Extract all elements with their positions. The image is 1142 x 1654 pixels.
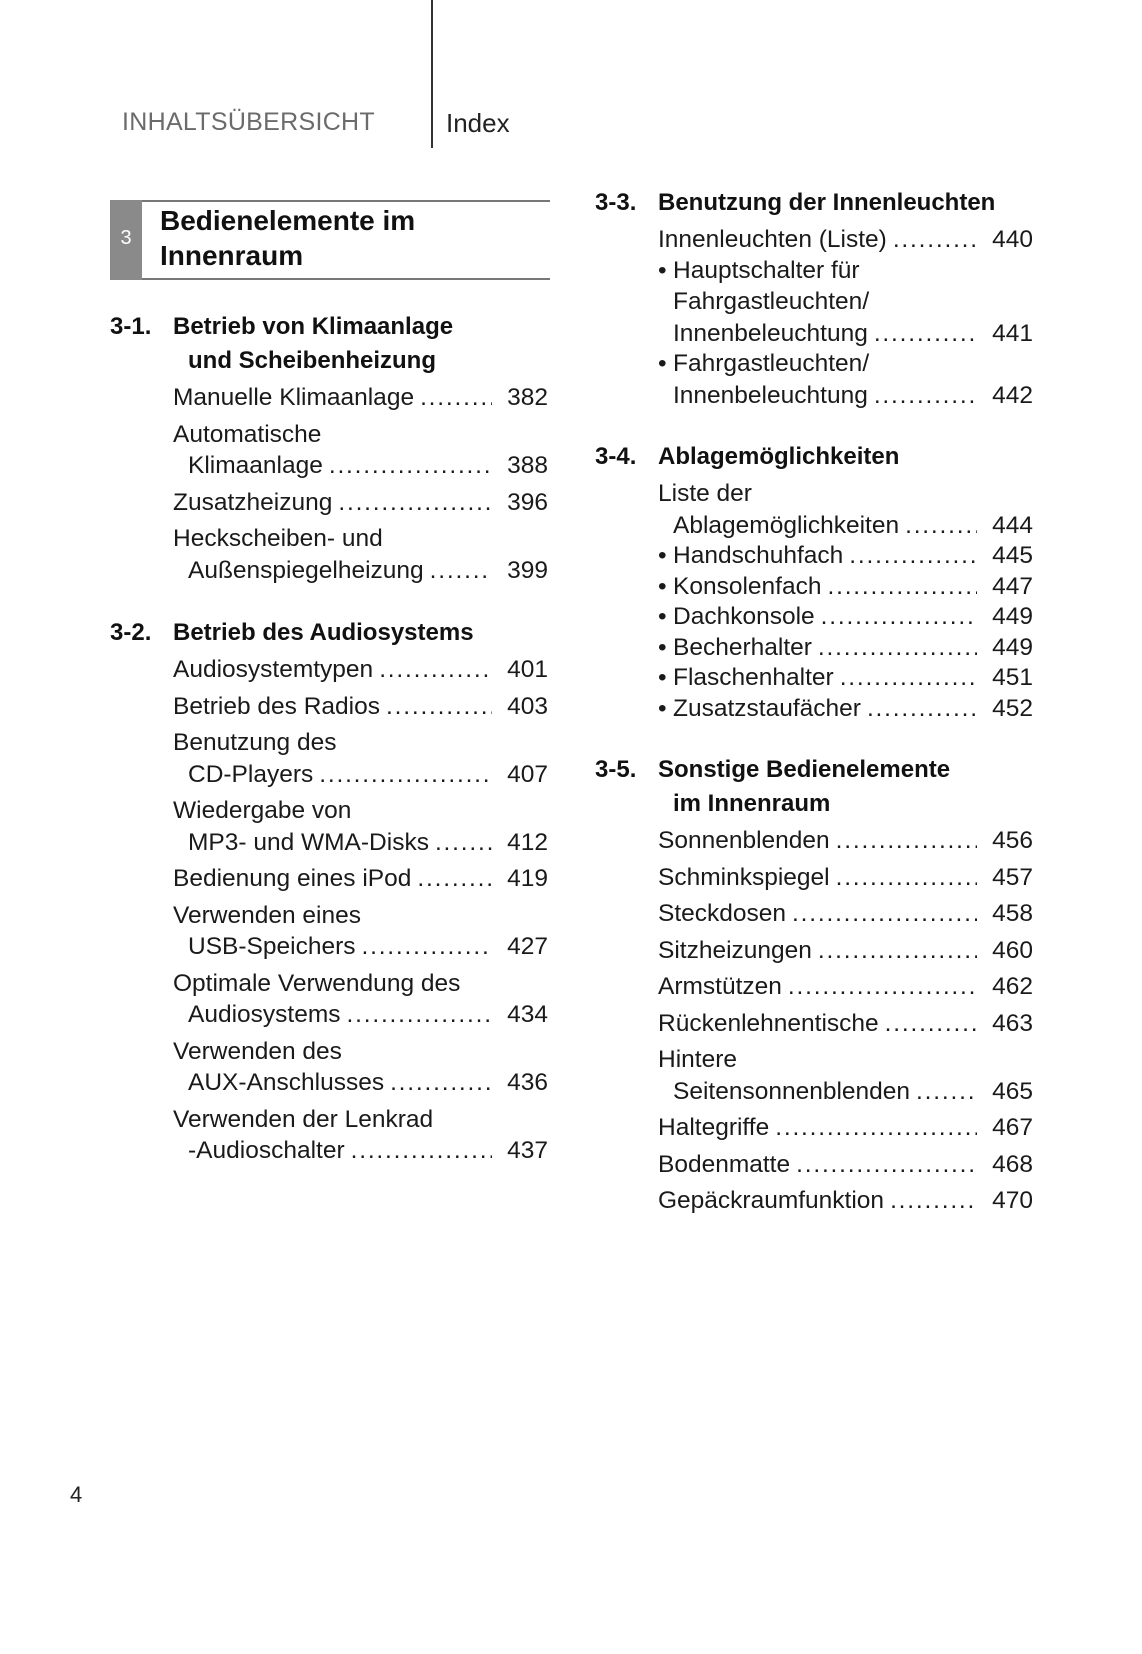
section-3-1 [110,310,548,586]
toc-entry[interactable] [595,224,1033,256]
toc-column-right [595,186,1033,1247]
entry-title-line1: Automatische [173,420,322,448]
entry-title: Schminkspiegel [658,863,830,891]
section-title-line1: Betrieb von Klimaanlage [173,313,454,340]
toc-entry[interactable] [595,971,1033,1003]
section-heading [595,186,1033,220]
leader-dots [379,654,492,686]
entry-title: Audiosystems [188,1001,341,1028]
bullet-point: • [658,350,667,377]
toc-entry[interactable] [110,691,548,723]
leader-dots [885,1008,977,1040]
leader-dots [874,318,977,350]
entry-title-line1: Benutzung des [173,729,337,756]
entry-title: Seitensonnenblenden [673,1077,911,1105]
leader-dots [836,825,977,857]
entry-page: 470 [992,1187,1033,1214]
section-title-line1: Ablagemöglichkeiten [658,443,900,470]
toc-entry[interactable] [595,1044,1033,1107]
entry-title-line1: Hintere [658,1046,737,1073]
section-title-line2: im Innenraum [673,790,831,817]
leader-dots [319,759,492,791]
entry-title: Konsolenfach [673,572,822,600]
toc-entry[interactable] [110,1104,548,1167]
chapter-bottom-rule [142,278,550,280]
entry-page: 467 [992,1114,1033,1141]
entry-page: 403 [507,692,548,720]
entry-page: 440 [992,226,1033,253]
toc-entry[interactable] [595,255,1033,350]
toc-entry[interactable] [110,863,548,895]
entry-page: 396 [507,488,548,516]
entry-title: Bedienung eines iPod [173,865,412,892]
entry-title: Betrieb des Radios [173,692,381,720]
entry-page: 427 [507,933,548,960]
toc-entry[interactable] [595,1008,1033,1040]
toc-entry[interactable] [110,487,548,519]
leader-dots [818,632,977,664]
leader-dots [386,691,492,723]
nav-table-of-contents-tab[interactable]: INHALTSÜBERSICHT [122,108,375,136]
section-title-line1: Betrieb des Audiosystems [173,619,474,646]
entry-page: 442 [992,381,1033,409]
entry-title: Becherhalter [673,633,812,661]
entry-title: Sonnenblenden [658,827,830,854]
entry-title: Zusatzstaufächer [673,694,861,722]
chapter-number-tab: 3 [110,200,142,280]
entry-page: 460 [992,936,1033,964]
entry-page: 468 [992,1150,1033,1178]
entry-page: 382 [507,384,548,411]
entry-title: Haltegriffe [658,1114,770,1141]
toc-entry[interactable] [110,1036,548,1099]
toc-entry[interactable] [595,571,1033,603]
entry-page: 465 [992,1077,1033,1105]
leader-dots [347,999,492,1031]
leader-dots [430,555,492,587]
entry-title: Flaschenhalter [673,664,834,691]
chapter-header [110,200,550,280]
toc-entry[interactable] [595,540,1033,572]
section-title-line2: und Scheibenheizung [188,347,437,374]
entry-page: 445 [992,542,1033,569]
section-title-line1: Benutzung der Innenleuchten [658,189,996,216]
chapter-title-line2: Innenraum [160,240,304,271]
entry-page: 452 [992,694,1033,722]
leader-dots [420,382,492,414]
entry-title: Gepäckraumfunktion [658,1187,885,1214]
leader-dots [836,862,977,894]
entry-title: Sitzheizungen [658,936,812,964]
chapter-title [160,203,415,273]
nav-divider [431,0,433,148]
entry-page: 463 [992,1009,1033,1037]
entry-title-line1: Heckscheiben- und [173,525,383,552]
toc-entry[interactable] [595,693,1033,725]
entry-title-line1: Wiedergabe von [173,797,352,824]
leader-dots [818,935,977,967]
entry-page: 441 [992,319,1033,347]
entry-page: 444 [992,511,1033,539]
section-heading [110,310,548,378]
toc-entry[interactable] [595,898,1033,930]
section-heading [110,616,548,650]
toc-entry[interactable] [110,795,548,858]
leader-dots [361,931,492,963]
toc-entry[interactable] [110,968,548,1031]
leader-dots [435,827,492,859]
entry-title: MP3- und WMA-Disks [188,828,429,856]
entry-page: 449 [992,603,1033,630]
leader-dots [338,487,492,519]
leader-dots [351,1135,492,1167]
entry-page: 399 [507,556,548,584]
toc-entry[interactable] [110,419,548,482]
leader-dots [867,693,977,725]
bullet-point: • [658,694,667,722]
section-3-2 [110,616,548,1167]
top-navigation [0,0,1142,150]
entry-title: Dachkonsole [673,603,815,630]
leader-dots [390,1067,492,1099]
section-number: 3-5. [595,756,637,783]
toc-entry[interactable] [595,1149,1033,1181]
entry-page: 458 [992,900,1033,927]
chapter-title-line1: Bedienelemente im [160,205,416,236]
section-number: 3-2. [110,619,152,646]
entry-page: 401 [507,656,548,683]
entry-title-line1: Optimale Verwendung des [173,969,461,997]
entry-title: Rückenlehnentische [658,1009,879,1037]
toc-entry[interactable] [110,523,548,586]
leader-dots [893,224,977,256]
page-number: 4 [70,1482,83,1507]
leader-dots [329,450,492,482]
toc-entry[interactable] [110,382,548,414]
toc-entry[interactable] [595,478,1033,541]
chapter-top-rule [142,200,550,202]
entry-title: USB-Speichers [188,933,356,960]
entry-title: AUX-Anschlusses [188,1069,385,1096]
toc-entry[interactable] [595,1112,1033,1144]
entry-title: Ablagemöglichkeiten [673,511,900,539]
section-number: 3-1. [110,313,152,340]
leader-dots [417,863,492,895]
leader-dots [827,571,977,603]
toc-entry[interactable] [595,348,1033,411]
entry-page: 419 [507,865,548,892]
entry-page: 412 [507,828,548,856]
entry-title: Armstützen [658,973,782,1000]
section-number: 3-4. [595,443,637,470]
leader-dots [890,1185,977,1217]
section-3-4 [595,440,1033,724]
entry-page: 449 [992,633,1033,661]
entry-title: Bodenmatte [658,1150,791,1178]
leader-dots [792,898,977,930]
entry-title-line1: Hauptschalter für [673,256,860,284]
entry-page: 434 [507,1001,548,1028]
leader-dots [775,1112,977,1144]
leader-dots [916,1076,977,1108]
entry-page: 462 [992,973,1033,1000]
leader-dots [821,601,977,633]
leader-dots [874,380,977,412]
entry-title: Manuelle Klimaanlage [173,384,415,411]
toc-entry[interactable] [595,632,1033,664]
bullet-point: • [658,572,667,600]
leader-dots [840,662,977,694]
entry-page: 457 [992,863,1033,891]
toc-entry[interactable] [595,862,1033,894]
entry-title: Außenspiegelheizung [188,556,424,584]
bullet-point: • [658,542,667,569]
section-title-line1: Sonstige Bedienelemente [658,756,951,783]
entry-page: 436 [507,1069,548,1096]
leader-dots [796,1149,977,1181]
leader-dots [849,540,977,572]
entry-title-line1: Verwenden eines [173,901,361,929]
section-heading [595,440,1033,474]
entry-page: 407 [507,760,548,788]
bullet-point: • [658,603,667,630]
toc-entry[interactable] [110,654,548,686]
toc-entry[interactable] [110,727,548,790]
entry-title-line1: Liste der [658,480,752,507]
entry-title: Handschuhfach [673,542,844,569]
entry-title: Innenbeleuchtung [673,319,868,347]
toc-column-left [110,310,548,1197]
entry-page: 437 [507,1137,548,1164]
toc-entry[interactable] [595,935,1033,967]
entry-title: Steckdosen [658,900,787,927]
entry-title: Klimaanlage [188,452,323,479]
nav-index-tab[interactable]: Index [446,108,510,138]
entry-title: Innenbeleuchtung [673,381,868,409]
toc-entry[interactable] [595,825,1033,857]
toc-entry[interactable] [110,900,548,963]
toc-entry[interactable] [595,662,1033,694]
entry-title: Zusatzheizung [173,488,333,516]
entry-title: CD-Players [188,760,314,788]
entry-page: 456 [992,827,1033,854]
entry-page: 388 [507,452,548,479]
leader-dots [788,971,977,1003]
entry-page: 451 [992,664,1033,691]
entry-title: Innenleuchten (Liste) [658,226,887,253]
entry-title-line1: Fahrgastleuchten/ [673,350,870,377]
entry-page: 447 [992,572,1033,600]
leader-dots [905,510,977,542]
section-3-5 [595,753,1033,1217]
entry-title: -Audioschalter [188,1137,345,1164]
bullet-point: • [658,633,667,661]
entry-title-line1: Verwenden der Lenkrad [173,1105,434,1133]
entry-title-line2: Fahrgastleuchten/ [673,288,870,315]
bullet-point: • [658,664,667,691]
toc-entry[interactable] [595,601,1033,633]
section-number: 3-3. [595,189,637,216]
bullet-point: • [658,256,667,284]
entry-title-line1: Verwenden des [173,1037,342,1065]
section-3-3 [595,186,1033,411]
toc-entry[interactable] [595,1185,1033,1217]
entry-title: Audiosystemtypen [173,656,374,683]
section-heading [595,753,1033,821]
